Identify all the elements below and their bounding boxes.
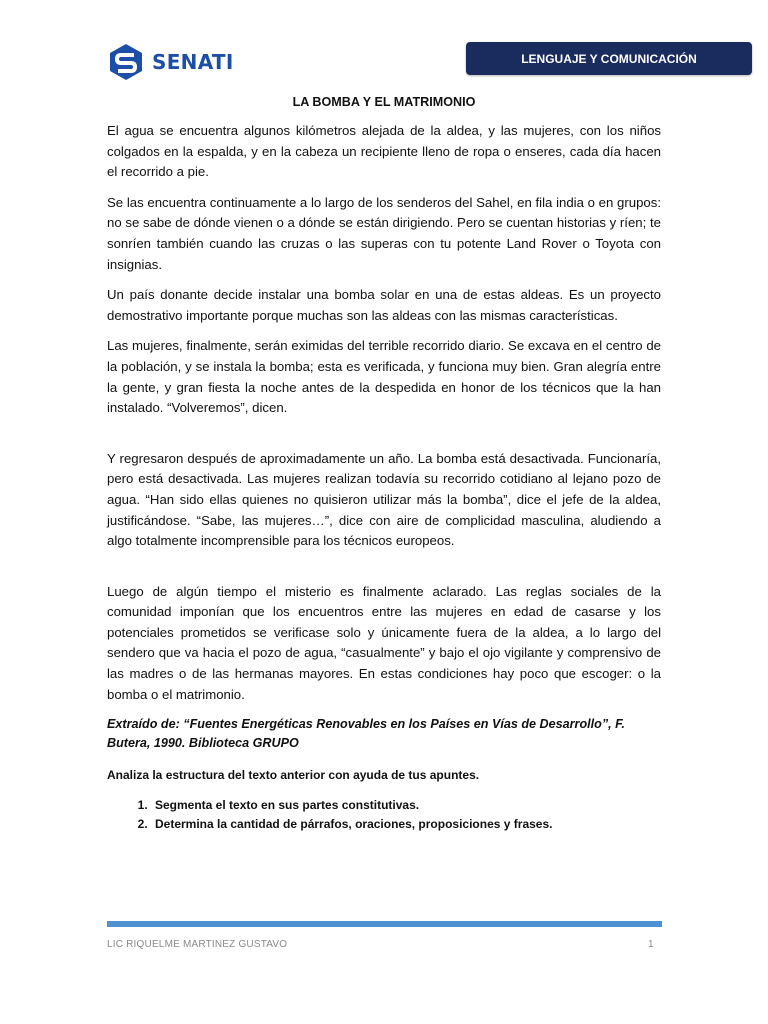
logo-text: SENATI [152,50,234,74]
task-item: 2. Determina la cantidad de párrafos, oraciones, proposiciones y frases. [151,815,661,835]
subject-badge: LENGUAJE Y COMUNICACIÓN [466,42,752,75]
spacer [107,429,661,449]
paragraph: Y regresaron después de aproximadamente un año. La bomba está desactivada. Funcionaría, pero está desactivada. Las mujeres realizan todavía su recorrido cotidiano al lejano pozo de agua. “Han sido ellas quienes no quisieron utilizar más la bomba”, dice el jefe de la aldea, justificándose. “Sabe, las mujeres…”, dice con aire de complicidad masculina, aludiendo a algo totalmente incomprensible para los técnicos europeos. [107,450,661,549]
paragraph: Un país donante decide instalar una bomba solar en una de estas aldeas. Es un proyecto demostrativo importante porque muchas son las aldeas con las mismas características. [107,287,661,323]
paragraph: Las mujeres, finalmente, serán eximidas del terrible recorrido diario. Se excava en el centro de la población, y se instala la bomba; esta es verificada, y funciona muy bien. Gran alegría entre la gente, y gran fiesta la noche antes de la despedida en honor de los técnicos que la han instalado. “Volveremos”, dicen. [107,338,661,416]
task-list [107,796,661,835]
document-body [107,92,661,835]
paragraph: Luego de algún tiempo el misterio es finalmente aclarado. Las reglas sociales de la comunidad imponían que los encuentros entre las mujeres en edad de casarse y los potenciales prometidos se verificase solo y únicamente fuera de la aldea, a lo largo del sendero que va hacia el pozo de agua, “casualmente” y bajo el ojo vigilante y comprensivo de las madres o de las hermanas mayores. En estas condiciones hay poco que escoger: o la bomba o el matrimonio. [107,583,661,702]
senati-logo [107,43,234,81]
citation: Extraído de: “Fuentes Energéticas Renovables en los Países en Vías de Desarrollo”, F. Butera, 1990. Biblioteca GRUPO [107,717,625,751]
spacer [107,562,661,582]
paragraph: Se las encuentra continuamente a lo largo de los senderos del Sahel, en fila india o en grupos: no se sabe de dónde vienen o a dónde se están dirigiendo. Pero se cuentan historias y ríen; te sonríen también cuando las cruzas o las superas con tu potente Land Rover o Toyota con insignias. [107,194,661,272]
footer-divider [107,921,662,927]
instruction: Analiza la estructura del texto anterior con ayuda de tus apuntes. [107,768,480,783]
paragraph: El agua se encuentra algunos kilómetros alejada de la aldea, y las mujeres, con los niños colgados en la espalda, y en la cabeza un recipiente lleno de ropa o enseres, cada día hacen el recorrido a pie. [107,123,661,180]
task-item: 1. Segmenta el texto en sus partes constitutivas. [151,796,661,816]
footer-author: LIC RIQUELME MARTINEZ GUSTAVO [107,939,288,950]
senati-logo-icon [107,43,145,81]
document-title: LA BOMBA Y EL MATRIMONIO [292,95,476,109]
page-number: 1 [648,939,654,950]
